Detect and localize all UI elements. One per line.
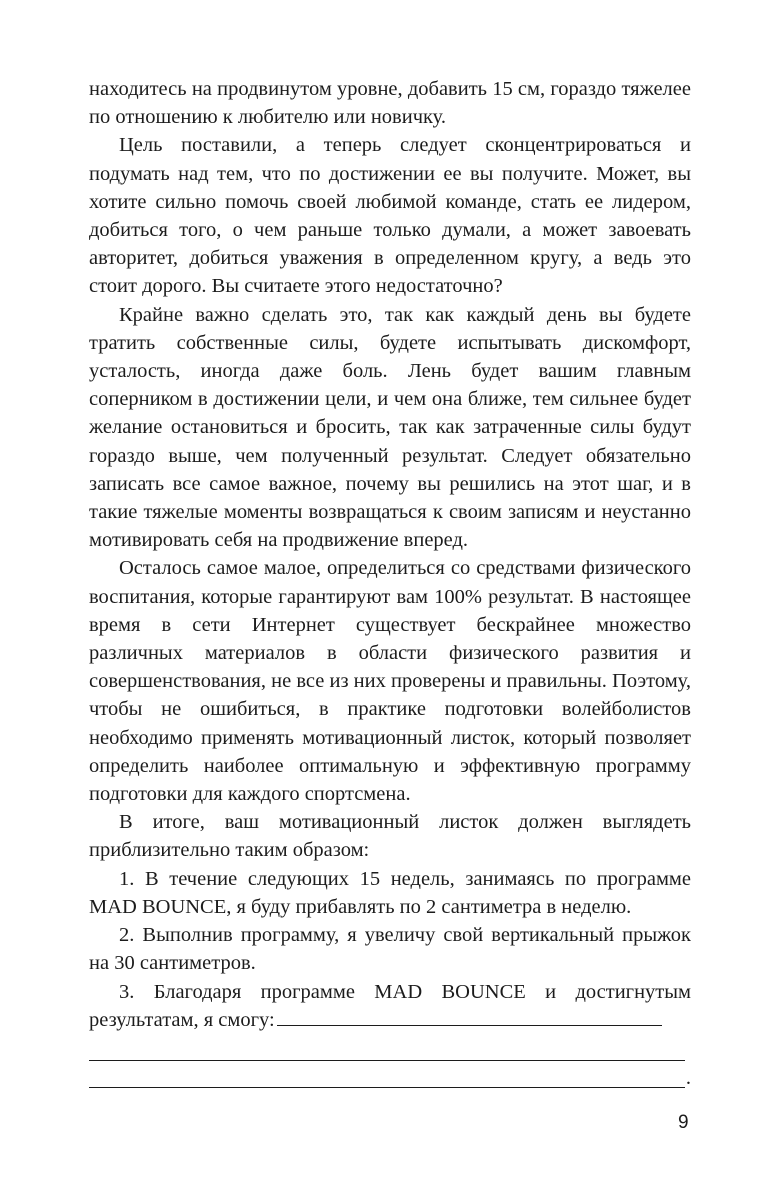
final-period: . (685, 1066, 691, 1089)
list-item-3 (89, 978, 691, 1034)
paragraph-4: Осталось самое малое, определиться со средствами физического воспитания, которые гарантируют вам 100% результат. В настоящее время в сети Интернет существует бескрайнее множество различных материалов в области физического развития и совершенствования, не все из них проверены и правильны. Поэтому, чтобы не ошибиться, в практике подготовки волейболистов необходимо применять мотивационный листок, который позволяет определить наиболее оптимальную и эффективную программу подготовки для каждого спортсмена. (89, 557, 691, 806)
page-body (89, 75, 691, 1088)
paragraph-5: В итоге, ваш мотивационный листок должен выглядеть приблизительно таким образом: (89, 811, 691, 862)
list-item-3-text: 3. Благодаря программе MAD BOUNCE и достигнутым результатам, я смогу: (89, 980, 691, 1031)
list-item-1: 1. В течение следующих 15 недель, занимаясь по программе MAD BOUNCE, я буду прибавлять по 2 сантиметра в неделю. (89, 867, 691, 918)
list-item-2: 2. Выполнив программу, я увеличу свой вертикальный прыжок на 30 сантиметров. (89, 924, 691, 975)
write-in-line-2 (89, 1034, 685, 1061)
write-in-line-3 (89, 1061, 685, 1088)
write-in-line-3-wrap (89, 1061, 691, 1088)
page-number: 9 (678, 1112, 689, 1133)
write-in-line-1 (277, 1007, 662, 1026)
paragraph-1: находитесь на продвинутом уровне, добавить 15 см, гораздо тяжелее по отношению к любителю или новичку. (89, 78, 691, 129)
paragraph-3: Крайне важно сделать это, так как каждый день вы будете тратить собственные силы, будете испытывать дискомфорт, усталость, иногда даже боль. Лень будет вашим главным соперником в достижении цели, и чем она ближе, тем сильнее будет желание остановиться и бросить, так как затраченные силы будут гораздо выше, чем полученный результат. Следует обязательно записать все самое важное, почему вы решились на этот шаг, и в такие тяжелые моменты возвращаться к своим записям и неустанно мотивировать себя на продвижение вперед. (89, 303, 691, 552)
paragraph-2: Цель поставили, а теперь следует сконцентрироваться и подумать над тем, что по достижении ее вы получите. Может, вы хотите сильно помочь своей любимой команде, стать ее лидером, добиться того, о чем раньше только думали, а может завоевать авторитет, добиться уважения в определенном кругу, а ведь это стоит дорого. Вы считаете этого недостаточно? (89, 134, 691, 298)
